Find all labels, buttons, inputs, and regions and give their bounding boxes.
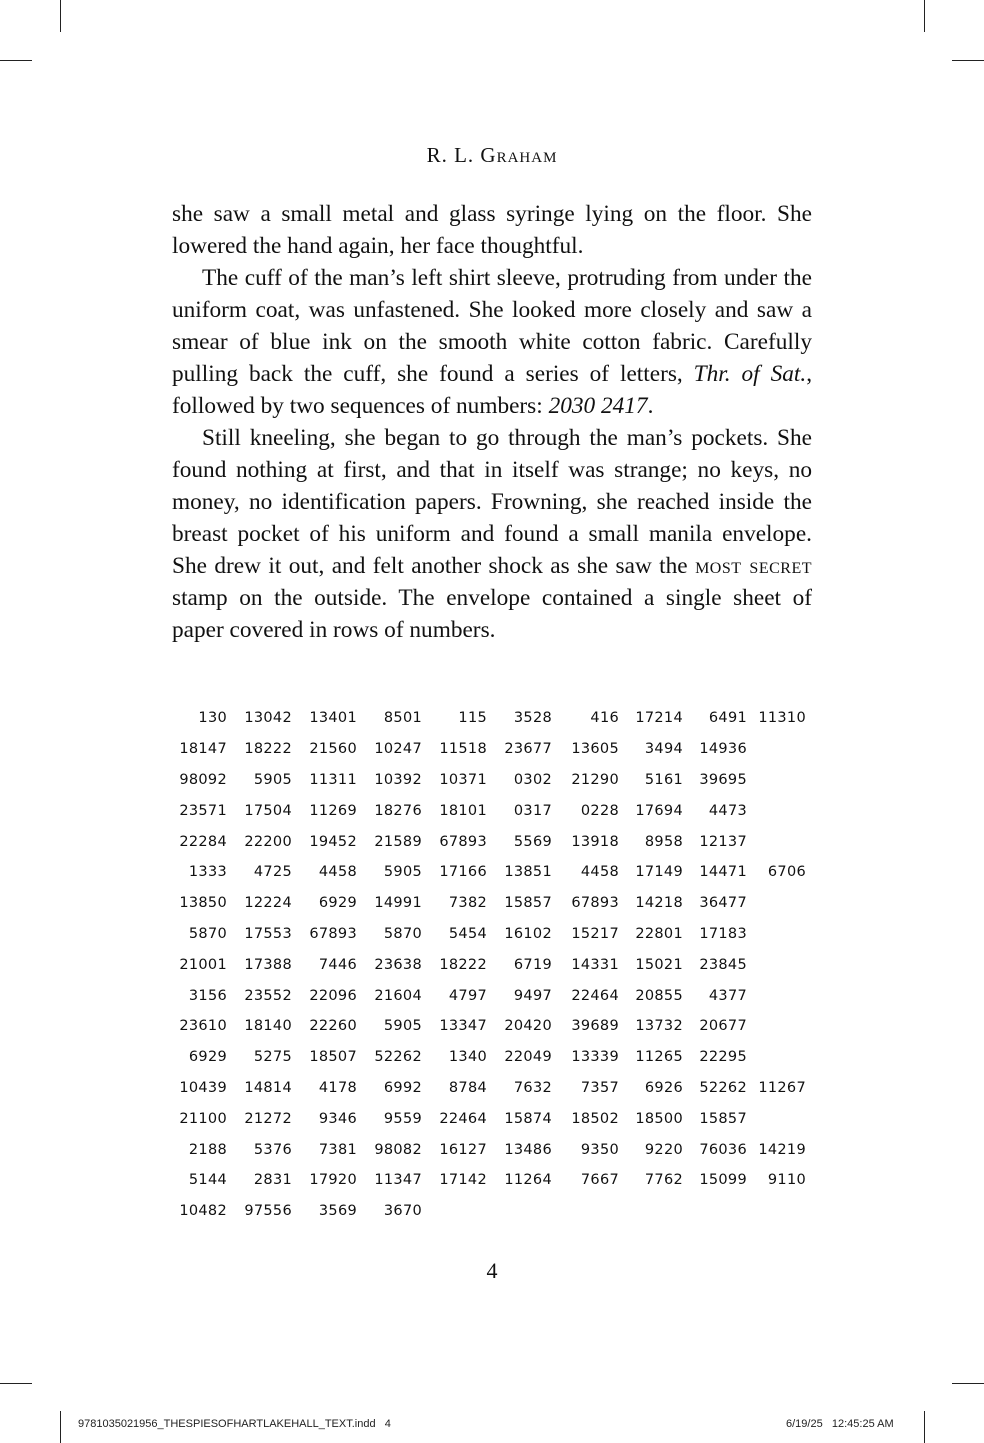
number-cell (747, 1042, 806, 1073)
body-text (172, 198, 812, 646)
number-cell: 17388 (244, 956, 292, 973)
number-cell: 5905 (383, 864, 422, 881)
number-cell: 7632 (513, 1079, 552, 1096)
number-cell: 6491 (708, 710, 747, 727)
number-cell (747, 1196, 806, 1227)
number-cell (747, 1011, 806, 1042)
table-row (172, 1011, 806, 1042)
table-row (172, 1103, 806, 1134)
number-cell (747, 980, 806, 1011)
number-cell: 67893 (439, 833, 487, 850)
number-cell: 22464 (571, 987, 619, 1004)
number-cell: 1340 (448, 1049, 487, 1066)
number-cell: 17214 (635, 710, 683, 727)
number-cell: 22260 (309, 1018, 357, 1035)
crop-mark (952, 60, 984, 61)
table-row (172, 980, 806, 1011)
page-number: 4 (486, 1258, 498, 1283)
table-row (172, 1196, 806, 1227)
number-cell: 18222 (439, 956, 487, 973)
number-cell: 5161 (644, 771, 683, 788)
table-row (172, 795, 806, 826)
crop-mark (952, 1383, 984, 1384)
paragraph (172, 198, 812, 262)
number-cell (683, 1196, 747, 1227)
number-cell (747, 1103, 806, 1134)
number-cell: 18101 (439, 802, 487, 819)
crop-mark (60, 1411, 61, 1443)
text-segment: Still kneeling, she began to go through the man’s pockets. She found nothing at first, and that in itself was strange; no keys, no money, no identification papers. Frowning, she reached inside the breast pocket of his uniform and found a small manila envelope. She drew it out, and felt another shock as she saw the (172, 425, 812, 579)
number-cell: 14218 (635, 895, 683, 912)
number-cell: 5454 (448, 925, 487, 942)
number-cell: 6929 (188, 1049, 227, 1066)
number-cell: 11310 (758, 710, 806, 727)
number-cell: 20677 (699, 1018, 747, 1035)
table-row (172, 857, 806, 888)
number-cell: 97556 (244, 1203, 292, 1220)
number-cell (747, 795, 806, 826)
number-cell: 98082 (374, 1141, 422, 1158)
number-cell: 22464 (439, 1110, 487, 1127)
table-row (172, 703, 806, 734)
number-cell: 5870 (188, 925, 227, 942)
number-cell: 21100 (179, 1110, 227, 1127)
number-cell: 130 (198, 710, 227, 727)
number-cell: 11265 (635, 1049, 683, 1066)
table-row (172, 1165, 806, 1196)
number-cell: 13850 (179, 895, 227, 912)
number-cell: 3156 (188, 987, 227, 1004)
text-segment: she saw a small metal and glass syringe lying on the floor. She lowered the hand again, her face thoughtful. (172, 201, 812, 259)
number-cell: 4725 (253, 864, 292, 881)
number-cell: 8958 (644, 833, 683, 850)
number-cell: 15857 (504, 895, 552, 912)
number-cell: 13486 (504, 1141, 552, 1158)
number-cell: 17183 (699, 925, 747, 942)
number-cell: 10247 (374, 741, 422, 758)
number-cell: 11347 (374, 1172, 422, 1189)
number-cell: 21560 (309, 741, 357, 758)
number-cell (552, 1196, 619, 1227)
number-cell: 20420 (504, 1018, 552, 1035)
number-cell: 9110 (767, 1172, 806, 1189)
number-cell: 39695 (699, 771, 747, 788)
number-cell: 15874 (504, 1110, 552, 1127)
table-row (172, 1073, 806, 1104)
number-cell: 18222 (244, 741, 292, 758)
number-cell: 17504 (244, 802, 292, 819)
text-segment: Thr. of Sat. (693, 361, 807, 387)
number-cell: 14331 (571, 956, 619, 973)
number-cell: 98092 (179, 771, 227, 788)
number-cell: 1333 (188, 864, 227, 881)
text-segment: . (647, 393, 654, 419)
number-cell: 4797 (448, 987, 487, 1004)
number-cell: 6706 (767, 864, 806, 881)
number-cell: 7667 (580, 1172, 619, 1189)
text-segment: stamp on the outside. The envelope contained a single sheet of paper covered in rows of numbers. (172, 585, 812, 643)
number-cell: 22801 (635, 925, 683, 942)
table-row (172, 1042, 806, 1073)
number-cell: 14471 (699, 864, 747, 881)
number-cell: 13042 (244, 710, 292, 727)
paragraph (172, 422, 812, 646)
number-cell: 21589 (374, 833, 422, 850)
number-cell: 2831 (253, 1172, 292, 1189)
number-cell: 0228 (580, 802, 619, 819)
number-cell: 3494 (644, 741, 683, 758)
number-cell: 11311 (309, 771, 357, 788)
number-cell: 5569 (513, 833, 552, 850)
number-cell: 22200 (244, 833, 292, 850)
number-cell: 13339 (571, 1049, 619, 1066)
number-cell: 13347 (439, 1018, 487, 1035)
number-cell: 10371 (439, 771, 487, 788)
number-cell: 23845 (699, 956, 747, 973)
number-cell (747, 919, 806, 950)
running-head: R. L. Graham (426, 143, 558, 167)
number-cell: 15099 (699, 1172, 747, 1189)
number-cell: 7382 (448, 895, 487, 912)
number-cell: 3569 (318, 1203, 357, 1220)
number-cell: 23571 (179, 802, 227, 819)
number-cell: 7446 (318, 956, 357, 973)
number-cell: 11264 (504, 1172, 552, 1189)
number-cell: 16102 (504, 925, 552, 942)
number-cell: 14991 (374, 895, 422, 912)
table-row (172, 826, 806, 857)
number-cell: 7381 (318, 1141, 357, 1158)
number-cell: 5275 (253, 1049, 292, 1066)
number-cell: 67893 (571, 895, 619, 912)
number-cell: 21001 (179, 956, 227, 973)
number-cell: 17166 (439, 864, 487, 881)
number-cell: 18500 (635, 1110, 683, 1127)
number-cell: 13732 (635, 1018, 683, 1035)
paragraph (172, 262, 812, 422)
number-cell: 18276 (374, 802, 422, 819)
slug-timestamp: 6/19/25 12:45:25 AM (786, 1418, 894, 1430)
number-cell: 9346 (318, 1110, 357, 1127)
number-cell: 8784 (448, 1079, 487, 1096)
slug-file: 9781035021956_THESPIESOFHARTLAKEHALL_TEXT.indd 4 (78, 1418, 391, 1430)
number-cell: 3528 (513, 710, 552, 727)
number-cell: 21604 (374, 987, 422, 1004)
table-row (172, 734, 806, 765)
number-cell (487, 1196, 552, 1227)
number-cell: 7357 (580, 1079, 619, 1096)
number-cell: 21290 (571, 771, 619, 788)
number-cell: 13918 (571, 833, 619, 850)
number-cell: 18147 (179, 741, 227, 758)
number-cell: 52262 (374, 1049, 422, 1066)
text-segment: 2030 2417 (548, 393, 648, 419)
number-cell: 6719 (513, 956, 552, 973)
number-cell: 11269 (309, 802, 357, 819)
number-cell: 10392 (374, 771, 422, 788)
crop-mark (60, 0, 61, 32)
number-cell: 12224 (244, 895, 292, 912)
number-cell: 10439 (179, 1079, 227, 1096)
number-cell: 4178 (318, 1079, 357, 1096)
crop-mark (0, 60, 32, 61)
number-cell: 18502 (571, 1110, 619, 1127)
number-cell: 15217 (571, 925, 619, 942)
number-cell: 5376 (253, 1141, 292, 1158)
number-cell: 15021 (635, 956, 683, 973)
crop-mark (0, 1383, 32, 1384)
number-cell (747, 888, 806, 919)
number-cell: 10482 (179, 1203, 227, 1220)
number-cell: 13605 (571, 741, 619, 758)
number-cell: 22295 (699, 1049, 747, 1066)
number-cell: 13851 (504, 864, 552, 881)
text-segment: The cuff of the man’s left shirt sleeve, protruding from under the uniform coat, was unfastened. She looked more closely and saw a smear of blue ink on the smooth white cotton fabric. Carefully pulling back the cuff, she found a series of letters, (172, 265, 812, 387)
number-cell: 0302 (513, 771, 552, 788)
number-cell: 17142 (439, 1172, 487, 1189)
number-cell: 76036 (699, 1141, 747, 1158)
text-segment: most secret (695, 553, 812, 579)
number-cell: 6926 (644, 1079, 683, 1096)
number-cell (747, 734, 806, 765)
number-cell: 9497 (513, 987, 552, 1004)
number-cell: 4377 (708, 987, 747, 1004)
number-cell: 115 (458, 710, 487, 727)
number-cell: 52262 (699, 1079, 747, 1096)
number-cell: 14814 (244, 1079, 292, 1096)
crop-mark (924, 0, 925, 32)
number-cell: 5144 (188, 1172, 227, 1189)
number-cell: 39689 (571, 1018, 619, 1035)
number-cell: 8501 (383, 710, 422, 727)
number-cell: 2188 (188, 1141, 227, 1158)
number-cell: 4458 (318, 864, 357, 881)
crop-mark (924, 1411, 925, 1443)
table-row (172, 919, 806, 950)
table-row (172, 888, 806, 919)
number-cell: 6929 (318, 895, 357, 912)
text-segment: , followed by two sequences of numbers: (172, 361, 813, 419)
number-cell: 17920 (309, 1172, 357, 1189)
number-cell: 14936 (699, 741, 747, 758)
number-table (172, 703, 806, 1227)
number-cell: 23638 (374, 956, 422, 973)
number-cell: 5870 (383, 925, 422, 942)
number-cell: 22284 (179, 833, 227, 850)
table-row (172, 949, 806, 980)
number-cell: 17149 (635, 864, 683, 881)
number-cell: 17553 (244, 925, 292, 942)
number-cell: 11518 (439, 741, 487, 758)
table-row (172, 1134, 806, 1165)
number-cell (619, 1196, 683, 1227)
number-cell: 23610 (179, 1018, 227, 1035)
number-cell: 22049 (504, 1049, 552, 1066)
number-cell (747, 949, 806, 980)
number-cell: 9559 (383, 1110, 422, 1127)
number-cell: 0317 (513, 802, 552, 819)
number-cell (747, 826, 806, 857)
number-cell: 3670 (383, 1203, 422, 1220)
number-cell (422, 1196, 487, 1227)
number-cell: 11267 (758, 1079, 806, 1096)
number-cell: 416 (590, 710, 619, 727)
table-row (172, 765, 806, 796)
number-cell: 9220 (644, 1141, 683, 1158)
number-cell: 20855 (635, 987, 683, 1004)
number-cell: 12137 (699, 833, 747, 850)
number-cell: 6992 (383, 1079, 422, 1096)
number-cell: 5905 (383, 1018, 422, 1035)
number-cell: 23552 (244, 987, 292, 1004)
number-cell: 67893 (309, 925, 357, 942)
number-cell: 4473 (708, 802, 747, 819)
number-cell: 21272 (244, 1110, 292, 1127)
number-cell: 9350 (580, 1141, 619, 1158)
number-cell: 15857 (699, 1110, 747, 1127)
number-cell: 7762 (644, 1172, 683, 1189)
number-cell: 5905 (253, 771, 292, 788)
number-cell: 19452 (309, 833, 357, 850)
number-cell: 13401 (309, 710, 357, 727)
number-cell: 18140 (244, 1018, 292, 1035)
number-cell: 17694 (635, 802, 683, 819)
number-cell: 18507 (309, 1049, 357, 1066)
number-cell: 4458 (580, 864, 619, 881)
number-cell: 16127 (439, 1141, 487, 1158)
number-cell: 22096 (309, 987, 357, 1004)
number-cell: 23677 (504, 741, 552, 758)
number-cell: 36477 (699, 895, 747, 912)
number-cell (747, 765, 806, 796)
number-cell: 14219 (758, 1141, 806, 1158)
